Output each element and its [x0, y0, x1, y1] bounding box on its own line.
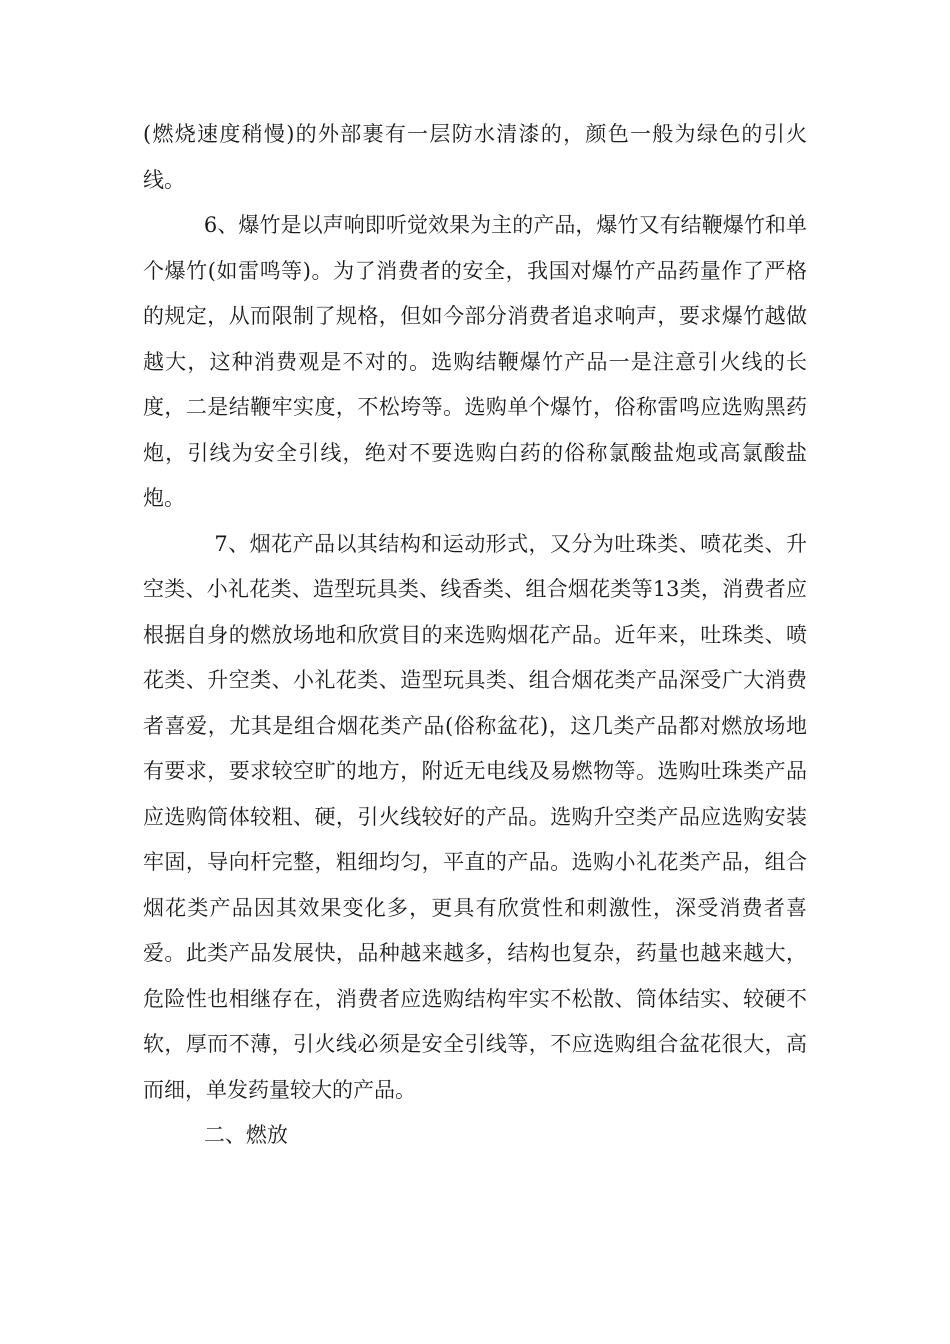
paragraph-continuation: (燃烧速度稍慢)的外部裹有一层防水清漆的，颜色一般为绿色的引火线。: [143, 122, 807, 192]
section-heading: 二、燃放: [203, 1123, 288, 1147]
document-body: [143, 112, 807, 1159]
paragraph-item-7: 7、烟花产品以其结构和运动形式，又分为吐珠类、喷花类、升空类、小礼花类、造型玩具类、线香类、组合烟花类等13类，消费者应根据自身的燃放场地和欣赏目的来选购烟花产品。近年来，吐珠类、喷花类、升空类、小礼花类、造型玩具类、组合烟花类产品深受广大消费者喜爱，尤其是组合烟花类产品(俗称盆花)，这几类产品都对燃放场地有要求，要求较空旷的地方，附近无电线及易燃物等。选购吐珠类产品应选购筒体较粗、硬，引火线较好的产品。选购升空类产品应选购安装牢固，导向杆完整，粗细均匀，平直的产品。选购小礼花类产品，组合烟花类产品因其效果变化多，更具有欣赏性和刺激性，深受消费者喜爱。此类产品发展快，品种越来越多，结构也复杂，药量也越来越大，危险性也相继存在，消费者应选购结构牢实不松散、筒体结实、较硬不软，厚而不薄，引火线必须是安全引线等，不应选购组合盆花很大，高而细，单发药量较大的产品。: [143, 531, 807, 1102]
paragraph-item-6: 6、爆竹是以声响即听觉效果为主的产品，爆竹又有结鞭爆竹和单个爆竹(如雷鸣等)。为了消费者的安全，我国对爆竹产品药量作了严格的规定，从而限制了规格，但如今部分消费者追求响声，要求爆竹越做越大，这种消费观是不对的。选购结鞭爆竹产品一是注意引火线的长度，二是结鞭牢实度，不松垮等。选购单个爆竹，俗称雷鸣应选购黑药炮，引线为安全引线，绝对不要选购白药的俗称氯酸盐炮或高氯酸盐炮。: [143, 213, 807, 510]
